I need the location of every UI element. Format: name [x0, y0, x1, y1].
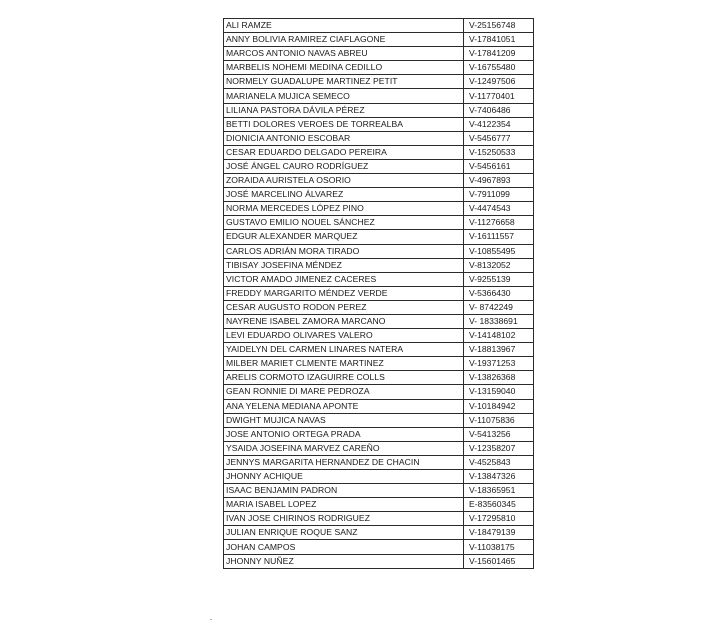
- person-name-cell: JULIAN ENRIQUE ROQUE SANZ: [224, 526, 464, 540]
- id-number-cell: V-13159040: [464, 385, 534, 399]
- id-number-cell: V-12358207: [464, 441, 534, 455]
- person-name-cell: JOHAN CAMPOS: [224, 540, 464, 554]
- id-number-cell: V-16111557: [464, 230, 534, 244]
- table-row: [224, 554, 534, 568]
- id-number-cell: V-25156748: [464, 19, 534, 33]
- id-number-cell: V-7911099: [464, 188, 534, 202]
- person-name-cell: ANA YELENA MEDIANA APONTE: [224, 399, 464, 413]
- table-row: [224, 216, 534, 230]
- table-row: [224, 399, 534, 413]
- id-number-cell: V-7406486: [464, 103, 534, 117]
- id-number-cell: V-15601465: [464, 554, 534, 568]
- person-name-cell: JOSÉ ÁNGEL CAURO RODRÍGUEZ: [224, 159, 464, 173]
- id-number-cell: V-4122354: [464, 117, 534, 131]
- table-row: [224, 357, 534, 371]
- person-name-cell: LEVI EDUARDO OLIVARES VALERO: [224, 329, 464, 343]
- person-name-cell: BETTI DOLORES VEROES DE TORREALBA: [224, 117, 464, 131]
- person-name-cell: YSAIDA JOSEFINA MARVEZ CAREÑO: [224, 441, 464, 455]
- id-number-cell: V-4967893: [464, 174, 534, 188]
- id-number-cell: V-18479139: [464, 526, 534, 540]
- table-row: [224, 33, 534, 47]
- id-number-cell: V-18365951: [464, 484, 534, 498]
- person-name-cell: DIONICIA ANTONIO ESCOBAR: [224, 131, 464, 145]
- person-name-cell: MILBER MARIET CLMENTE MARTINEZ: [224, 357, 464, 371]
- table-row: [224, 202, 534, 216]
- id-number-cell: V-13847326: [464, 470, 534, 484]
- person-name-cell: TIBISAY JOSEFINA MÉNDEZ: [224, 258, 464, 272]
- table-row: [224, 314, 534, 328]
- table-row: [224, 455, 534, 469]
- table-row: [224, 540, 534, 554]
- person-name-cell: CESAR AUGUSTO RODON PEREZ: [224, 300, 464, 314]
- table-row: [224, 498, 534, 512]
- table-row: [224, 272, 534, 286]
- id-number-cell: V-15250533: [464, 145, 534, 159]
- table-row: [224, 89, 534, 103]
- id-number-cell: V-10855495: [464, 244, 534, 258]
- person-name-cell: MARIA ISABEL LOPEZ: [224, 498, 464, 512]
- person-name-cell: DWIGHT MUJICA NAVAS: [224, 413, 464, 427]
- id-number-cell: V-12497506: [464, 75, 534, 89]
- person-name-cell: ARELIS CORMOTO IZAGUIRRE COLLS: [224, 371, 464, 385]
- person-name-cell: NAYRENE ISABEL ZAMORA MARCANO: [224, 314, 464, 328]
- person-name-cell: JHONNY ACHIQUE: [224, 470, 464, 484]
- table-row: [224, 470, 534, 484]
- id-number-cell: V-5456161: [464, 159, 534, 173]
- table-row: [224, 244, 534, 258]
- person-name-cell: IVAN JOSE CHIRINOS RODRIGUEZ: [224, 512, 464, 526]
- person-name-cell: ISAAC BENJAMIN PADRON: [224, 484, 464, 498]
- id-number-cell: V- 18338691: [464, 314, 534, 328]
- id-number-cell: V-17295810: [464, 512, 534, 526]
- id-number-cell: V-14148102: [464, 329, 534, 343]
- person-name-cell: ANNY BOLIVIA RAMIREZ CIAFLAGONE: [224, 33, 464, 47]
- id-number-cell: E-83560345: [464, 498, 534, 512]
- table-row: [224, 329, 534, 343]
- id-number-cell: V-11038175: [464, 540, 534, 554]
- person-name-cell: JHONNY NUÑEZ: [224, 554, 464, 568]
- table-row: [224, 286, 534, 300]
- person-name-cell: EDGUR ALEXANDER MARQUEZ: [224, 230, 464, 244]
- person-name-cell: YAIDELYN DEL CARMEN LINARES NATERA: [224, 343, 464, 357]
- id-number-cell: V-9255139: [464, 272, 534, 286]
- table-row: [224, 47, 534, 61]
- person-name-cell: JOSE ANTONIO ORTEGA PRADA: [224, 427, 464, 441]
- table-row: [224, 230, 534, 244]
- id-number-cell: V-4525843: [464, 455, 534, 469]
- table-row: [224, 258, 534, 272]
- person-name-cell: GEAN RONNIE DI MARE PEDROZA: [224, 385, 464, 399]
- id-number-cell: V-18813967: [464, 343, 534, 357]
- id-number-cell: V-11770401: [464, 89, 534, 103]
- person-name-cell: VICTOR AMADO JIMENEZ CACERES: [224, 272, 464, 286]
- id-number-cell: V-5413256: [464, 427, 534, 441]
- table-row: [224, 117, 534, 131]
- person-name-cell: ZORAIDA AURISTELA OSORIO: [224, 174, 464, 188]
- id-number-cell: V-10184942: [464, 399, 534, 413]
- roster-body: [224, 19, 534, 569]
- id-number-cell: V-5456777: [464, 131, 534, 145]
- table-row: [224, 385, 534, 399]
- table-row: [224, 441, 534, 455]
- id-number-cell: V-11075836: [464, 413, 534, 427]
- scan-speck: [210, 619, 212, 620]
- table-row: [224, 103, 534, 117]
- id-number-cell: V-4474543: [464, 202, 534, 216]
- person-name-cell: NORMELY GUADALUPE MARTINEZ PETIT: [224, 75, 464, 89]
- table-row: [224, 512, 534, 526]
- id-number-cell: V- 8742249: [464, 300, 534, 314]
- id-number-cell: V-19371253: [464, 357, 534, 371]
- table-row: [224, 427, 534, 441]
- table-row: [224, 19, 534, 33]
- id-number-cell: V-8132052: [464, 258, 534, 272]
- id-number-cell: V-13826368: [464, 371, 534, 385]
- person-name-cell: MARIANELA MUJICA SEMECO: [224, 89, 464, 103]
- person-name-cell: MARCOS ANTONIO NAVAS ABREU: [224, 47, 464, 61]
- table-row: [224, 526, 534, 540]
- person-name-cell: FREDDY MARGARITO MÉNDEZ VERDE: [224, 286, 464, 300]
- roster-table: [223, 18, 534, 569]
- person-name-cell: JENNYS MARGARITA HERNANDEZ DE CHACIN: [224, 455, 464, 469]
- person-name-cell: NORMA MERCEDES LÓPEZ PINO: [224, 202, 464, 216]
- id-number-cell: V-16755480: [464, 61, 534, 75]
- table-row: [224, 300, 534, 314]
- table-row: [224, 145, 534, 159]
- id-number-cell: V-17841051: [464, 33, 534, 47]
- id-number-cell: V-17841209: [464, 47, 534, 61]
- person-name-cell: LILIANA PASTORA DÁVILA PÉREZ: [224, 103, 464, 117]
- person-name-cell: MARBELIS NOHEMI MEDINA CEDILLO: [224, 61, 464, 75]
- person-name-cell: CARLOS ADRIÁN MORA TIRADO: [224, 244, 464, 258]
- table-row: [224, 188, 534, 202]
- id-number-cell: V-5366430: [464, 286, 534, 300]
- table-row: [224, 61, 534, 75]
- person-name-cell: JOSÉ MARCELINO ÁLVAREZ: [224, 188, 464, 202]
- table-row: [224, 131, 534, 145]
- table-row: [224, 371, 534, 385]
- table-row: [224, 174, 534, 188]
- id-number-cell: V-11276658: [464, 216, 534, 230]
- table-row: [224, 413, 534, 427]
- person-name-cell: CESAR EDUARDO DELGADO PEREIRA: [224, 145, 464, 159]
- person-name-cell: ALI RAMZE: [224, 19, 464, 33]
- table-row: [224, 343, 534, 357]
- person-name-cell: GUSTAVO EMILIO NOUEL SÁNCHEZ: [224, 216, 464, 230]
- table-row: [224, 484, 534, 498]
- table-row: [224, 159, 534, 173]
- table-row: [224, 75, 534, 89]
